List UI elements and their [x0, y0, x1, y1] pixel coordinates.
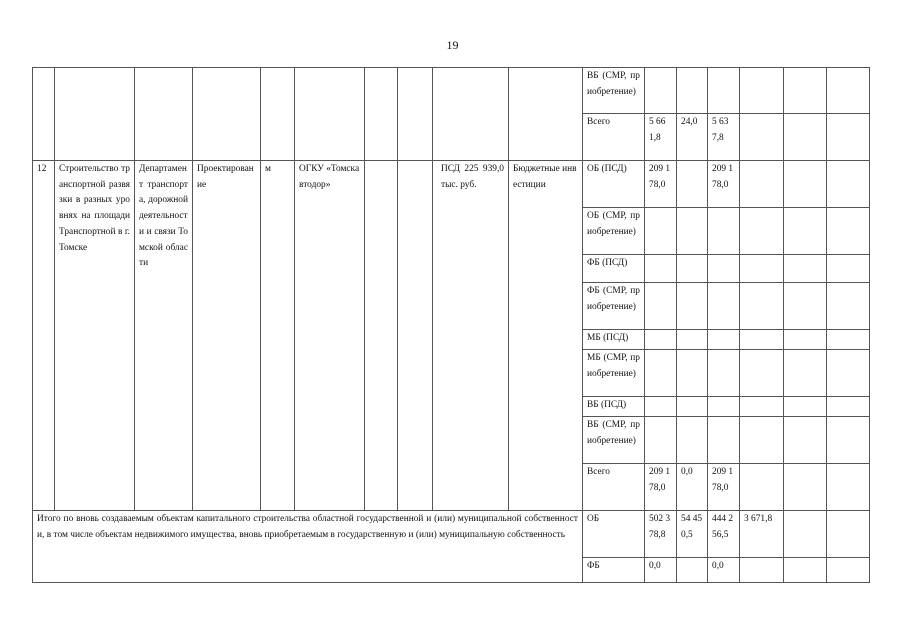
prev-customer-cell: [295, 68, 365, 161]
value-cell: [827, 283, 870, 330]
value-cell: [784, 558, 827, 583]
project-cost: ПСД 225 939,0 тыс. руб.: [433, 161, 509, 511]
total-cell: [645, 417, 677, 464]
project-empty-cell: [398, 161, 433, 511]
value-cell: [677, 68, 708, 114]
value-cell: [784, 283, 827, 330]
source-cell: МБ (ПСД): [583, 330, 645, 350]
value-cell: [784, 208, 827, 255]
value-cell: [677, 397, 708, 417]
source-cell: ФБ (ПСД): [583, 255, 645, 283]
total-cell: [645, 208, 677, 255]
value-cell: 5 637,8: [708, 114, 740, 161]
value-cell: [784, 114, 827, 161]
value-cell: [784, 161, 827, 208]
value-cell: 444 256,5: [708, 511, 740, 558]
value-cell: 209 178,0: [708, 161, 740, 208]
value-cell: [677, 417, 708, 464]
total-cell: [645, 283, 677, 330]
source-cell: ОБ (ПСД): [583, 161, 645, 208]
value-cell: [784, 330, 827, 350]
value-cell: [827, 161, 870, 208]
value-cell: [740, 417, 784, 464]
value-cell: [740, 208, 784, 255]
value-cell: [740, 68, 784, 114]
table-row: [33, 511, 870, 558]
value-cell: [827, 417, 870, 464]
prev-number-cell: [33, 68, 55, 161]
value-cell: [784, 464, 827, 511]
value-cell: [827, 350, 870, 397]
value-cell: [827, 255, 870, 283]
value-cell: [740, 464, 784, 511]
project-name: Строительство транспортной развязки в разных уровнях на площади Транспортной в г. Томске: [55, 161, 135, 511]
source-cell: ФБ: [583, 558, 645, 583]
total-cell: 5 661,8: [645, 114, 677, 161]
table-row: [33, 161, 870, 208]
value-cell: [740, 330, 784, 350]
value-cell: [708, 350, 740, 397]
project-number: 12: [33, 161, 55, 511]
value-cell: [708, 330, 740, 350]
value-cell: [827, 330, 870, 350]
value-cell: [784, 68, 827, 114]
value-cell: 0,0: [677, 464, 708, 511]
source-cell: ОБ: [583, 511, 645, 558]
source-cell: ВБ (ПСД): [583, 397, 645, 417]
prev-name-cell: [55, 68, 135, 161]
value-cell: [740, 558, 784, 583]
value-cell: [827, 68, 870, 114]
value-cell: [708, 68, 740, 114]
value-cell: [784, 350, 827, 397]
value-cell: [708, 397, 740, 417]
total-cell: 0,0: [645, 558, 677, 583]
source-cell: Всего: [583, 114, 645, 161]
prev-form-cell: [509, 68, 583, 161]
source-cell: Всего: [583, 464, 645, 511]
investment-objects-table: [32, 67, 870, 583]
value-cell: [827, 511, 870, 558]
value-cell: 209 178,0: [708, 464, 740, 511]
project-form: Бюджетные инвестиции: [509, 161, 583, 511]
source-cell: ОБ (СМР, приобретение): [583, 208, 645, 255]
value-cell: [677, 558, 708, 583]
total-cell: [645, 397, 677, 417]
project-unit: м: [261, 161, 295, 511]
total-cell: [645, 68, 677, 114]
value-cell: 3 671,8: [740, 511, 784, 558]
value-cell: [708, 417, 740, 464]
summary-text: Итого по вновь создаваемым объектам капитального строительства областной государственной и (или) муниципальной собственности, в том числе объектам недвижимого имущества, вновь приобретаемым в государственную и (или) муниципальную собственность: [33, 511, 583, 583]
total-cell: [645, 330, 677, 350]
project-responsible: Департамент транспорта, дорожной деятельности и связи Томской области: [135, 161, 193, 511]
value-cell: [740, 397, 784, 417]
page-number: 19: [446, 38, 459, 52]
total-cell: 502 378,8: [645, 511, 677, 558]
total-cell: 209 178,0: [645, 464, 677, 511]
total-cell: 209 178,0: [645, 161, 677, 208]
value-cell: [708, 283, 740, 330]
prev-unit-cell: [261, 68, 295, 161]
prev-empty-cell: [365, 68, 398, 161]
prev-cost-cell: [433, 68, 509, 161]
total-cell: [645, 350, 677, 397]
value-cell: [784, 397, 827, 417]
source-cell: ВБ (СМР, приобретение): [583, 417, 645, 464]
value-cell: [827, 208, 870, 255]
project-empty-cell: [365, 161, 398, 511]
value-cell: 54 450,5: [677, 511, 708, 558]
value-cell: [740, 114, 784, 161]
value-cell: [740, 350, 784, 397]
source-cell: ФБ (СМР, приобретение): [583, 283, 645, 330]
value-cell: 24,0: [677, 114, 708, 161]
value-cell: [677, 255, 708, 283]
value-cell: [677, 330, 708, 350]
value-cell: [827, 464, 870, 511]
project-customer: ОГКУ «Томскавтодор»: [295, 161, 365, 511]
project-stage: Проектирование: [193, 161, 261, 511]
source-cell: МБ (СМР, приобретение): [583, 350, 645, 397]
value-cell: [677, 283, 708, 330]
source-cell: ВБ (СМР, приобретение): [583, 68, 645, 114]
value-cell: [708, 208, 740, 255]
prev-empty-cell: [398, 68, 433, 161]
prev-stage-cell: [193, 68, 261, 161]
value-cell: [784, 417, 827, 464]
value-cell: [827, 114, 870, 161]
value-cell: [784, 255, 827, 283]
prev-responsible-cell: [135, 68, 193, 161]
value-cell: [740, 161, 784, 208]
value-cell: [827, 397, 870, 417]
table-row: [33, 68, 870, 114]
value-cell: [677, 161, 708, 208]
value-cell: [677, 208, 708, 255]
value-cell: [740, 283, 784, 330]
value-cell: [784, 511, 827, 558]
value-cell: [740, 255, 784, 283]
total-cell: [645, 255, 677, 283]
value-cell: 0,0: [708, 558, 740, 583]
value-cell: [827, 558, 870, 583]
value-cell: [708, 255, 740, 283]
value-cell: [677, 350, 708, 397]
